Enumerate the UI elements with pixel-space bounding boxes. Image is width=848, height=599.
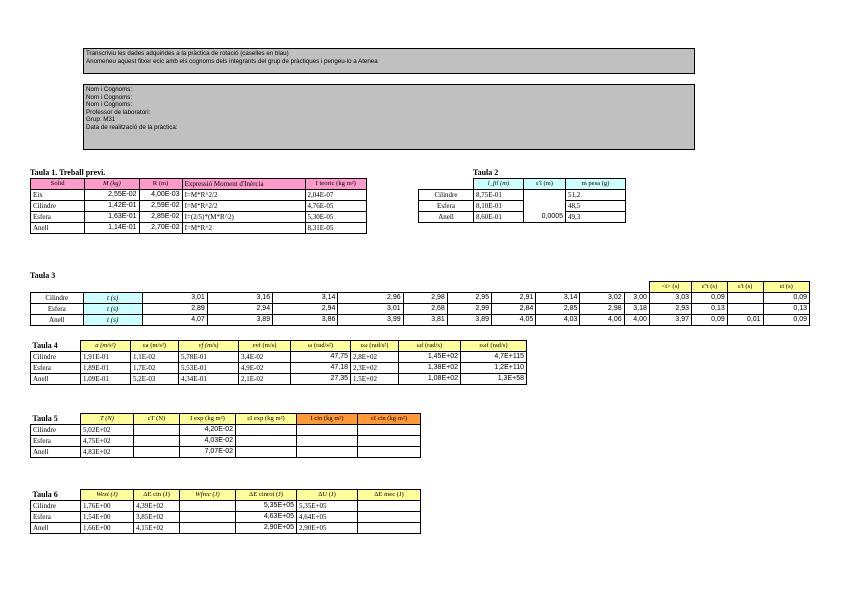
table-cell[interactable] xyxy=(297,447,358,458)
header-cell: M (kg) xyxy=(85,179,139,190)
taula4-title: Taula 4 xyxy=(31,341,81,352)
table-cell[interactable]: 3,81 xyxy=(403,315,447,326)
table-cell[interactable] xyxy=(358,512,421,523)
table-cell[interactable]: 1,42E-01 xyxy=(85,201,139,212)
taula1-title: Taula 1. Treball previ. xyxy=(30,168,106,177)
table-cell[interactable]: 5,30E-05 xyxy=(305,212,367,223)
table-cell[interactable]: 4,06 xyxy=(580,315,624,326)
table-cell[interactable]: 1,76E+00 xyxy=(81,501,134,512)
table-cell[interactable]: 3,89 xyxy=(447,315,491,326)
header-cell: l_fil (m) xyxy=(474,179,524,190)
table-cell[interactable]: 0,09 xyxy=(763,315,809,326)
table-cell: Esfera xyxy=(419,201,474,212)
table-row xyxy=(31,363,527,374)
table-cell[interactable]: 5,02E+02 xyxy=(81,425,134,436)
header-cell: <t> (s) xyxy=(649,282,691,293)
taula4-table xyxy=(30,340,527,385)
table-cell[interactable]: 5,35E+05 xyxy=(236,501,297,512)
table-cell[interactable]: 8,31E-05 xyxy=(305,223,367,234)
table-cell[interactable]: 3,14 xyxy=(273,293,338,304)
table-row xyxy=(31,512,421,523)
table-cell[interactable]: 49,3 xyxy=(566,212,626,223)
table-cell[interactable]: 3,89 xyxy=(207,315,272,326)
table-cell: Esfera xyxy=(31,212,85,223)
taula3-table xyxy=(30,281,810,326)
header-cell: ε'l (m) xyxy=(524,179,566,190)
table-row xyxy=(31,436,421,447)
table-cell: Anell xyxy=(419,212,474,223)
table-cell[interactable]: 2,85 xyxy=(536,304,580,315)
table-cell[interactable] xyxy=(180,512,236,523)
table-cell[interactable]: 3,99 xyxy=(338,315,403,326)
header-cell: εI exp (kg m²) xyxy=(236,414,297,425)
table-cell[interactable]: 4,34E-01 xyxy=(179,374,239,385)
table-cell[interactable]: 1,09E-01 xyxy=(81,374,131,385)
taula5-title: Taula 5 xyxy=(31,414,81,425)
table-cell[interactable]: 0,0005 xyxy=(524,212,566,223)
header-cell: m pesa (g) xyxy=(566,179,626,190)
header-cell: I cin (kg m²) xyxy=(297,414,358,425)
table-cell[interactable]: 4,9E-02 xyxy=(239,363,291,374)
table-cell[interactable] xyxy=(727,293,763,304)
table-cell[interactable]: 2,59E-02 xyxy=(139,201,182,212)
header-cell: Wfrec (J) xyxy=(180,490,236,501)
table-row xyxy=(419,212,626,223)
table-cell[interactable]: 2,70E-02 xyxy=(139,223,182,234)
table-cell[interactable]: 47,18 xyxy=(291,363,351,374)
info-name-2[interactable]: Nom i Cognoms: xyxy=(86,93,133,101)
table-cell[interactable]: 2,99 xyxy=(447,304,491,315)
table-cell[interactable]: 2,90E+05 xyxy=(236,523,297,534)
instructions-box xyxy=(83,48,695,74)
info-name-3[interactable]: Nom i Cognoms: xyxy=(86,101,133,109)
info-group[interactable]: Grup: M31 xyxy=(86,116,116,124)
table-row xyxy=(31,212,367,223)
table-cell: Cilindre xyxy=(31,293,84,304)
table-cell[interactable]: I=(2/5)*(M*R^2) xyxy=(182,212,305,223)
table-cell[interactable]: 4,63E+05 xyxy=(236,512,297,523)
table-cell[interactable]: 2,90E+05 xyxy=(297,523,358,534)
table-cell[interactable] xyxy=(236,425,297,436)
table-cell[interactable]: 3,01 xyxy=(338,304,403,315)
table-cell[interactable] xyxy=(358,425,421,436)
table-cell[interactable] xyxy=(134,447,180,458)
table-cell[interactable]: 5,53E-01 xyxy=(179,363,239,374)
table-cell[interactable]: 2,96 xyxy=(338,293,403,304)
header-cell: ω (rad/s²) xyxy=(291,341,351,352)
table-cell[interactable]: I=M*R^2/2 xyxy=(182,190,305,201)
table-cell[interactable]: 2,98 xyxy=(403,293,447,304)
table-cell[interactable]: I=M*R^2/2 xyxy=(182,201,305,212)
table-cell: Eix xyxy=(31,190,85,201)
table-cell[interactable]: 8,60E-01 xyxy=(474,212,524,223)
table-cell: Cilindre xyxy=(31,352,81,363)
header-cell: I exp (kg m²) xyxy=(180,414,236,425)
header-cell: εω (rad/s²) xyxy=(351,341,399,352)
table-cell: Anell xyxy=(31,447,81,458)
taula2-title: Taula 2 xyxy=(473,168,499,177)
header-cell: εI cin (kg m²) xyxy=(358,414,421,425)
header-cell: εT (N) xyxy=(134,414,180,425)
table-row xyxy=(31,304,810,315)
info-professor[interactable]: Professor de laboratori: xyxy=(86,108,151,116)
table-row xyxy=(31,425,421,436)
table-cell[interactable]: 1,38E+02 xyxy=(399,363,461,374)
header-cell: εt (s) xyxy=(763,282,809,293)
table-cell: Cilindre xyxy=(31,425,81,436)
table-cell[interactable]: 2,93 xyxy=(649,304,691,315)
table-cell[interactable] xyxy=(358,523,421,534)
header-cell: T (N) xyxy=(81,414,134,425)
table-cell[interactable]: 3,02 xyxy=(580,293,624,304)
table-cell[interactable] xyxy=(180,501,236,512)
table-cell: Cilindre xyxy=(419,190,474,201)
table-cell: Anell xyxy=(31,523,81,534)
table-cell[interactable] xyxy=(358,436,421,447)
table-cell[interactable] xyxy=(358,447,421,458)
header-cell: ΔU (J) xyxy=(297,490,358,501)
table-cell[interactable]: 2,89 xyxy=(142,304,207,315)
table-cell[interactable]: 4,07 xyxy=(142,315,207,326)
table-cell[interactable]: 1,5E+02 xyxy=(351,374,399,385)
table-cell[interactable]: 0,09 xyxy=(691,293,727,304)
header-cell: R (m) xyxy=(139,179,182,190)
table-cell[interactable]: 2,94 xyxy=(207,304,272,315)
table-cell[interactable]: 1,08E+02 xyxy=(399,374,461,385)
table-row xyxy=(419,190,626,201)
table-cell[interactable]: 4,39E+02 xyxy=(134,501,180,512)
table-cell[interactable] xyxy=(297,425,358,436)
table-cell[interactable]: 2,3E+02 xyxy=(351,363,399,374)
table-cell[interactable]: 4,00 xyxy=(624,315,649,326)
table-cell[interactable]: 51,2 xyxy=(566,190,626,201)
table-cell: t (s) xyxy=(83,304,142,315)
table-cell[interactable]: 2,84 xyxy=(492,304,536,315)
instruction-line: Transcriviu les dades adquirides a la pràctica de rotació (caselles en blau) xyxy=(86,50,289,57)
header-cell: ΔE cinrot (J) xyxy=(236,490,297,501)
table-cell: Anell xyxy=(31,223,85,234)
table-cell: Esfera xyxy=(31,304,84,315)
table-cell[interactable]: 2,98 xyxy=(580,304,624,315)
table-cell[interactable] xyxy=(180,523,236,534)
info-name-1[interactable]: Nom i Cognoms: xyxy=(86,86,133,93)
table-row xyxy=(31,447,421,458)
header-cell: I teoric (kg m²) xyxy=(305,179,367,190)
table-cell[interactable]: 4,75E+02 xyxy=(81,436,134,447)
table-row xyxy=(31,293,810,304)
table-cell: Cilindre xyxy=(31,501,81,512)
table-cell[interactable]: 4,03 xyxy=(536,315,580,326)
table-cell[interactable]: 5,2E-03 xyxy=(131,374,179,385)
table-cell[interactable]: I=M*R^2 xyxy=(182,223,305,234)
table-cell[interactable]: 2,68 xyxy=(403,304,447,315)
table-cell[interactable]: 2,94 xyxy=(273,304,338,315)
header-cell: vf (m/s) xyxy=(179,341,239,352)
table-cell: t (s) xyxy=(83,315,142,326)
table-row xyxy=(31,523,421,534)
table-cell[interactable]: 0,01 xyxy=(727,315,763,326)
table-row xyxy=(31,501,421,512)
taula5-table xyxy=(30,413,421,458)
table-cell[interactable]: 3,86 xyxy=(273,315,338,326)
table-row xyxy=(31,190,367,201)
table-cell[interactable]: 4,03E-02 xyxy=(180,436,236,447)
table-cell[interactable] xyxy=(134,425,180,436)
table-cell[interactable]: 4,20E-02 xyxy=(180,425,236,436)
table-cell[interactable]: 1,45E+02 xyxy=(399,352,461,363)
table-cell[interactable]: 1,54E+00 xyxy=(81,512,134,523)
table-cell[interactable]: 7,07E-02 xyxy=(180,447,236,458)
taula1-table xyxy=(30,178,367,234)
table-cell[interactable]: 3,03 xyxy=(649,293,691,304)
table-cell[interactable]: 5,78E-01 xyxy=(179,352,239,363)
table-cell[interactable]: 1,7E-02 xyxy=(131,363,179,374)
table-cell[interactable]: 4,7E+115 xyxy=(461,352,527,363)
table-cell[interactable]: 5,35E+05 xyxy=(297,501,358,512)
table-cell[interactable] xyxy=(727,304,763,315)
table-cell[interactable]: 1,3E+58 xyxy=(461,374,527,385)
table-cell[interactable]: 2,91 xyxy=(492,293,536,304)
table-cell[interactable] xyxy=(236,436,297,447)
table-cell[interactable]: 1,63E-01 xyxy=(85,212,139,223)
table-cell[interactable] xyxy=(134,436,180,447)
taula6-title: Taula 6 xyxy=(31,490,81,501)
table-cell[interactable]: 3,00 xyxy=(624,293,649,304)
table-cell[interactable]: 0,13 xyxy=(691,304,727,315)
table-cell[interactable]: 3,18 xyxy=(624,304,649,315)
taula2-table xyxy=(418,178,626,223)
info-date[interactable]: Data de realització de la pràctica: xyxy=(86,123,178,131)
table-cell[interactable]: 8,10E-01 xyxy=(474,201,524,212)
taula3-title: Taula 3 xyxy=(30,271,56,280)
table-cell[interactable]: 0,13 xyxy=(763,304,809,315)
table-cell[interactable]: 3,4E-02 xyxy=(239,352,291,363)
table-row xyxy=(31,374,527,385)
table-cell[interactable]: 0,09 xyxy=(763,293,809,304)
header-cell: ε't (s) xyxy=(727,282,763,293)
table-cell: Cilindre xyxy=(31,201,85,212)
table-cell[interactable]: 1,14E-01 xyxy=(85,223,139,234)
table-cell[interactable]: 3,16 xyxy=(207,293,272,304)
table-cell[interactable] xyxy=(358,501,421,512)
table-cell[interactable]: 4,83E+02 xyxy=(81,447,134,458)
table-cell: t (s) xyxy=(83,293,142,304)
table-cell[interactable]: 2,04E-07 xyxy=(305,190,367,201)
table-cell[interactable]: 2,8E+02 xyxy=(351,352,399,363)
header-cell: ΔE mec (J) xyxy=(358,490,421,501)
table-cell[interactable]: 4,00E-03 xyxy=(139,190,182,201)
table-cell[interactable]: 2,95 xyxy=(447,293,491,304)
table-row xyxy=(419,201,626,212)
table-cell[interactable]: 3,85E+02 xyxy=(134,512,180,523)
header-cell: a (m/s²) xyxy=(81,341,131,352)
table-cell[interactable]: 3,01 xyxy=(142,293,207,304)
table-cell[interactable]: 48,5 xyxy=(566,201,626,212)
table-cell[interactable]: 8,75E-01 xyxy=(474,190,524,201)
table-cell[interactable] xyxy=(524,201,566,212)
table-cell[interactable]: 2,55E-02 xyxy=(85,190,139,201)
table-cell: Anell xyxy=(31,315,84,326)
table-cell: Esfera xyxy=(31,512,81,523)
table-cell[interactable]: 3,14 xyxy=(536,293,580,304)
table-cell[interactable]: 1,1E-02 xyxy=(131,352,179,363)
table-row xyxy=(31,201,367,212)
table-cell[interactable] xyxy=(524,190,566,201)
header-cell xyxy=(419,179,474,190)
header-cell: ωf (rad/s) xyxy=(399,341,461,352)
table-cell[interactable]: 4,05 xyxy=(492,315,536,326)
table-cell[interactable]: 0,09 xyxy=(691,315,727,326)
table-cell[interactable] xyxy=(236,447,297,458)
table-cell[interactable]: 1,66E+00 xyxy=(81,523,134,534)
instruction-line: Anomeneu aquest fitxer ecic amb els cognoms dels integrants del grup de pràctiques i pengeu-lo a Atenea xyxy=(86,57,378,65)
header-cell: Solid xyxy=(31,179,85,190)
table-cell[interactable]: 4,76E-05 xyxy=(305,201,367,212)
header-cell: εvf (m/s) xyxy=(239,341,291,352)
table-cell: Esfera xyxy=(31,363,81,374)
table-cell[interactable]: 1,2E+110 xyxy=(461,363,527,374)
group-info-box xyxy=(83,84,695,150)
header-cell: ΔE cin (J) xyxy=(134,490,180,501)
header-cell: Wext (J) xyxy=(81,490,134,501)
table-cell[interactable]: 4,64E+05 xyxy=(297,512,358,523)
table-row xyxy=(31,315,810,326)
table-cell[interactable] xyxy=(297,436,358,447)
header-cell: εωf (rad/s) xyxy=(461,341,527,352)
table-cell: Esfera xyxy=(31,436,81,447)
table-cell[interactable]: 1,89E-01 xyxy=(81,363,131,374)
table-row xyxy=(31,223,367,234)
table-cell[interactable]: 2,1E-02 xyxy=(239,374,291,385)
header-cell: εa (m/s²) xyxy=(131,341,179,352)
table-cell: Anell xyxy=(31,374,81,385)
table-cell[interactable]: 3,97 xyxy=(649,315,691,326)
header-cell: ε''t (s) xyxy=(691,282,727,293)
header-cell: Expressió Moment d'Inèrcia xyxy=(182,179,305,190)
table-cell[interactable]: 47,75 xyxy=(291,352,351,363)
taula6-table xyxy=(30,489,421,534)
table-cell[interactable]: 4,15E+02 xyxy=(134,523,180,534)
table-cell[interactable]: 2,85E-02 xyxy=(139,212,182,223)
table-cell[interactable]: 1,91E-01 xyxy=(81,352,131,363)
table-row xyxy=(31,352,527,363)
table-cell[interactable]: 27,35 xyxy=(291,374,351,385)
